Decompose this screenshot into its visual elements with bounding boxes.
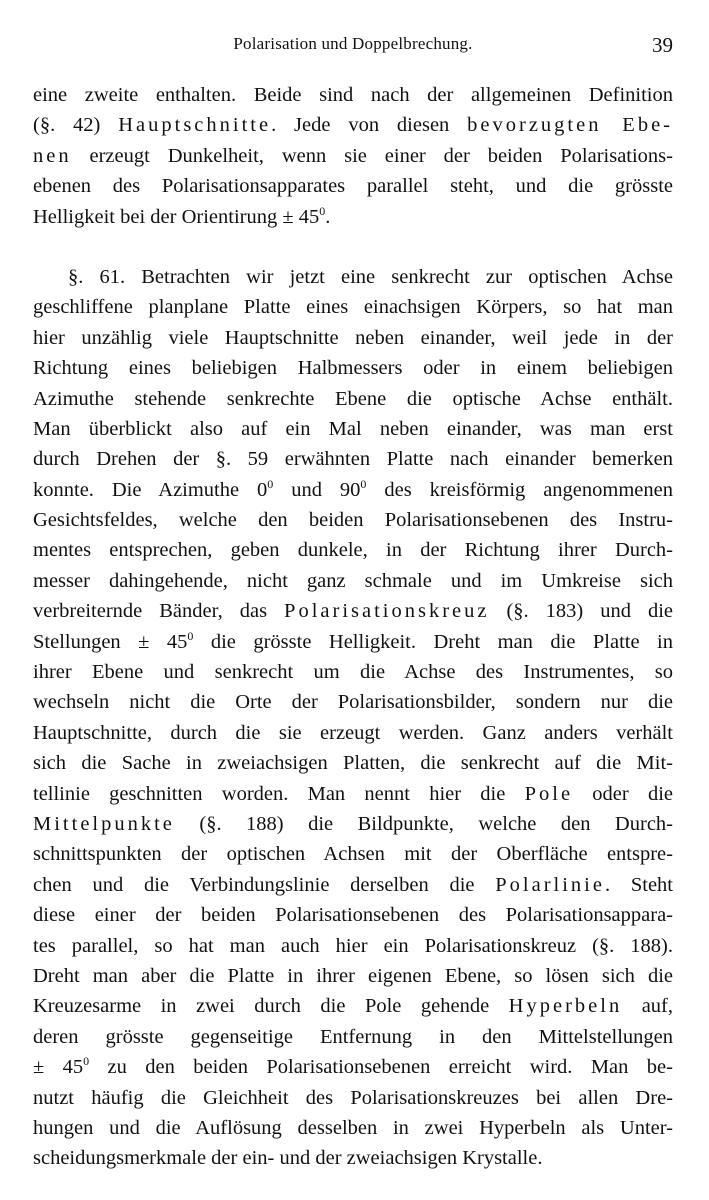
- text-line: Dreht man aber die Platte in ihrer eigenen Ebene, so lösen sich die: [33, 964, 673, 987]
- section-heading-line: §. 61. Betrachten wir jetzt eine senkrecht zur optischen Achse: [68, 265, 673, 288]
- text-line: verbreiternde Bänder, das Polarisationskreuz (§. 183) und die: [33, 600, 673, 623]
- text-line: Stellungen ± $45^0$ die grösste Helligkeit. Dreht man die Platte in: [33, 628, 673, 653]
- text-line: ihrer Ebene und senkrecht um die Achse des Instrumentes, so: [33, 661, 673, 684]
- paragraph-2: [33, 262, 673, 1174]
- text-line: nen erzeugt Dunkelheit, wenn sie einer der beiden Polarisations-: [33, 144, 673, 167]
- running-title: Polarisation und Doppelbrechung.: [233, 34, 473, 53]
- text-line: messer dahingehende, nicht ganz schmale und im Umkreise sich: [33, 569, 673, 592]
- spaced-term: nen: [33, 144, 72, 167]
- text-line: wechseln nicht die Orte der Polarisationsbilder, sondern nur die: [33, 691, 673, 714]
- text-line: mentes entsprechen, geben dunkele, in der Richtung ihrer Durch-: [33, 539, 673, 562]
- text-line: Richtung eines beliebigen Halbmessers oder in einem beliebigen: [33, 357, 673, 380]
- text-line: ebenen des Polarisationsapparates parallel steht, und die grösste: [33, 175, 673, 198]
- text-line: nutzt häufig die Gleichheit des Polarisationskreuzes bei allen Dre-: [33, 1086, 673, 1109]
- spaced-term: Mittelpunkte: [33, 812, 175, 835]
- text-line: (§. 42) Hauptschnitte. Jede von diesen bevorzugten Ebe-: [33, 114, 673, 137]
- text-line: schnittspunkten der optischen Achsen mit der Oberfläche entspre-: [33, 843, 673, 866]
- text-line: hungen und die Auflösung desselben in zwei Hyperbeln als Unter-: [33, 1116, 673, 1139]
- paragraph-1: [33, 80, 673, 232]
- spaced-term: Polarlinie: [495, 873, 605, 896]
- text-line: tellinie geschnitten worden. Man nennt hier die Pole oder die: [33, 782, 673, 805]
- text-line: tes parallel, so hat man auch hier ein Polarisationskreuz (§. 188).: [33, 934, 673, 957]
- text-line: durch Drehen der §. 59 erwähnten Platte nach einander bemerken: [33, 448, 673, 471]
- spaced-term: Hyperbeln: [508, 995, 623, 1018]
- text-line: Kreuzesarme in zwei durch die Pole gehende Hyperbeln auf,: [33, 995, 673, 1018]
- spaced-term: Polarisationskreuz: [284, 600, 490, 623]
- spaced-term: Hauptschnitte: [118, 114, 272, 137]
- text-line: Gesichtsfeldes, welche den beiden Polarisationsebenen des Instru-: [33, 509, 673, 532]
- text-line: scheidungsmerkmale der ein- und der zweiachsigen Krystalle.: [33, 1147, 543, 1170]
- text-line: hier unzählig viele Hauptschnitte neben einander, weil jede in der: [33, 326, 673, 349]
- page-header: [33, 34, 673, 62]
- text-line: ± $45^0$ zu den beiden Polarisationsebenen erreicht wird. Man be-: [33, 1054, 673, 1079]
- text-line: Man überblickt also auf ein Mal neben einander, was man erst: [33, 417, 673, 440]
- page-number: 39: [652, 33, 673, 57]
- text-line: geschliffene planplane Platte eines einachsigen Körpers, so hat man: [33, 296, 673, 319]
- spaced-term: Pole: [524, 782, 574, 805]
- text-line: Hauptschnitte, durch die sie erzeugt werden. Ganz anders verhält: [33, 721, 673, 744]
- text-line: Helligkeit bei der Orientirung ± $45^0$.: [33, 203, 331, 228]
- page-body: [33, 80, 673, 1174]
- text-line: Azimuthe stehende senkrechte Ebene die optische Achse enthält.: [33, 387, 673, 410]
- text-line: sich die Sache in zweiachsigen Platten, die senkrecht auf die Mit-: [33, 752, 673, 775]
- text-line: Mittelpunkte (§. 188) die Bildpunkte, welche den Durch-: [33, 812, 673, 835]
- spaced-term: bevorzugten Ebe-: [467, 114, 673, 137]
- text-line: deren grösste gegenseitige Entfernung in den Mittelstellungen: [33, 1025, 673, 1048]
- text-line: diese einer der beiden Polarisationsebenen des Polarisationsappara-: [33, 904, 673, 927]
- text-line: eine zweite enthalten. Beide sind nach der allgemeinen Definition: [33, 84, 673, 106]
- text-line: chen und die Verbindungslinie derselben die Polarlinie. Steht: [33, 873, 673, 896]
- text-line: konnte. Die Azimuthe $0^0$ und $90^0$ des kreisförmig angenommenen: [33, 476, 673, 501]
